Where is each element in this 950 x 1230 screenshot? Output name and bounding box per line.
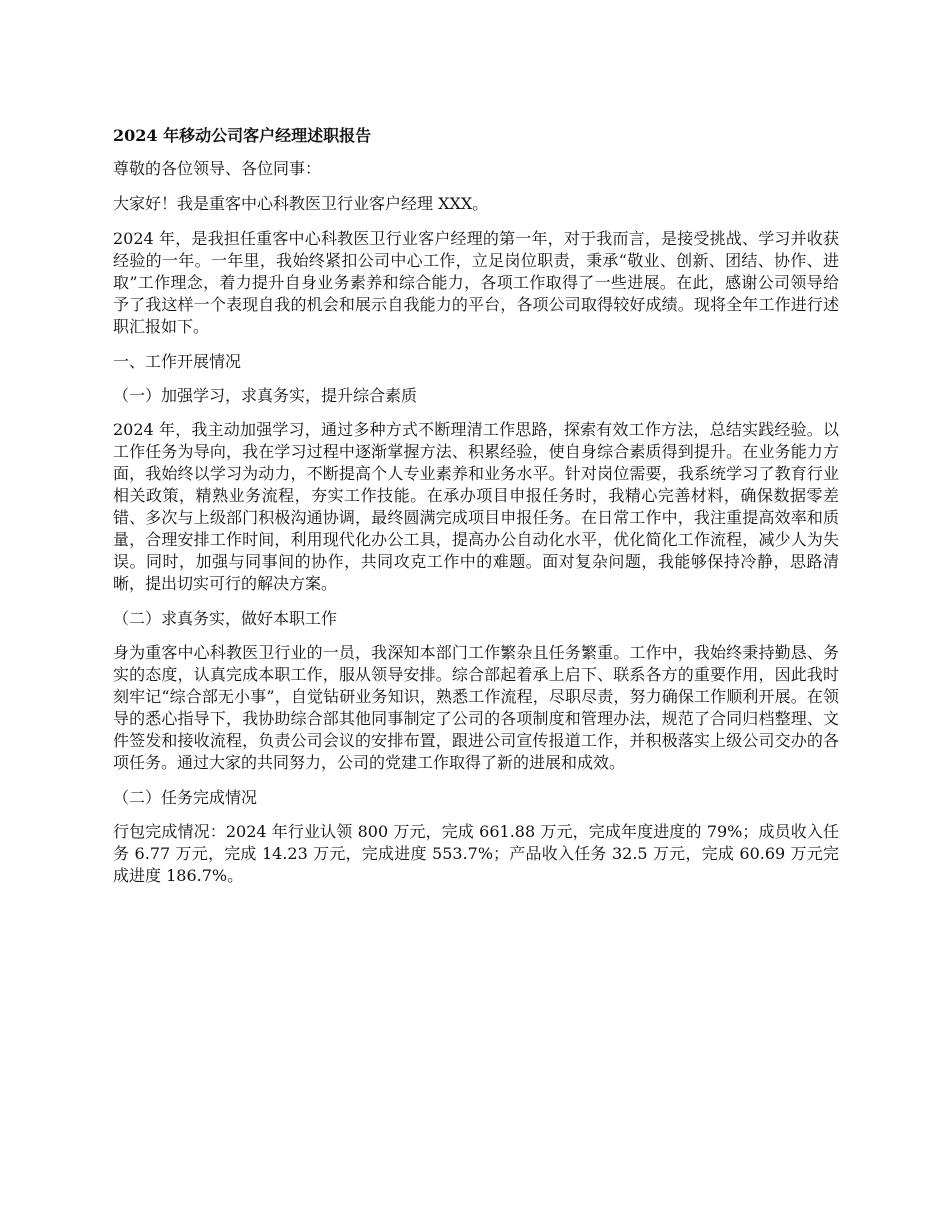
subsection-heading-study: （一）加强学习，求真务实，提升综合素质 [113,386,418,405]
study-paragraph: 2024 年，我主动加强学习，通过多种方式不断理清工作思路，探索有效工作方法，总结实践经验。以工作任务为导向，我在学习过程中逐渐掌握方法、积累经验，使自身综合素质得到提升。在业务能力方面，我始终以学习为动力，不断提高个人专业素养和业务水平。针对岗位需要，我系统学习了教育行业相关政策，精熟业务流程，夯实工作技能。在承办项目申报任务时，我精心完善材料，确保数据零差错、多次与上级部门积极沟通协调，最终圆满完成项目申报任务。在日常工作中，我注重提高效率和质量，合理安排工作时间，利用现代化办公工具，提高办公自动化水平，优化简化工作流程，减少人为失误。同时，加强与同事间的协作，共同攻克工作中的难题。面对复杂问题，我能够保持冷静，思路清晰，提出切实可行的解决方案。 [113,420,839,593]
document-body [113,124,839,900]
subsection-heading-duty: （二）求真务实，做好本职工作 [113,609,338,628]
subsection-heading-tasks: （二）任务完成情况 [113,788,258,807]
document-title: 2024 年移动公司客户经理述职报告 [113,126,372,145]
salutation: 尊敬的各位领导、各位同事： [113,159,322,178]
section-heading-work: 一、工作开展情况 [113,352,242,371]
intro-paragraph: 2024 年，是我担任重客中心科教医卫行业客户经理的第一年，对于我而言，是接受挑战、学习并收获经验的一年。一年里，我始终紧扣公司中心工作，立足岗位职责，秉承“敬业、创新、团结、协作、进取”工作理念，着力提升自身业务素养和综合能力，各项工作取得了一些进展。在此，感谢公司领导给予了我这样一个表现自我的机会和展示自我能力的平台，各项公司取得较好成绩。现将全年工作进行述职汇报如下。 [113,229,839,336]
tasks-paragraph: 行包完成情况：2024 年行业认领 800 万元，完成 661.88 万元，完成年度进度的 79%；成员收入任务 6.77 万元，完成 14.23 万元，完成进度 553.7%；产品收入任务 32.5 万元，完成 60.69 万元完成进度 186.7%。 [113,822,839,885]
greeting: 大家好！我是重客中心科教医卫行业客户经理 XXX。 [113,194,489,213]
duty-paragraph: 身为重客中心科教医卫行业的一员，我深知本部门工作繁杂且任务繁重。工作中，我始终秉持勤恳、务实的态度，认真完成本职工作，服从领导安排。综合部起着承上启下、联系各方的重要作用，因此我时刻牢记“综合部无小事”，自觉钻研业务知识，熟悉工作流程，尽职尽责，努力确保工作顺利开展。在领导的悉心指导下，我协助综合部其他同事制定了公司的各项制度和管理办法，规范了合同归档整理、文件签发和接收流程，负责公司会议的安排布置，跟进公司宣传报道工作，并积极落实上级公司交办的各项任务。通过大家的共同努力，公司的党建工作取得了新的进展和成效。 [113,643,839,772]
